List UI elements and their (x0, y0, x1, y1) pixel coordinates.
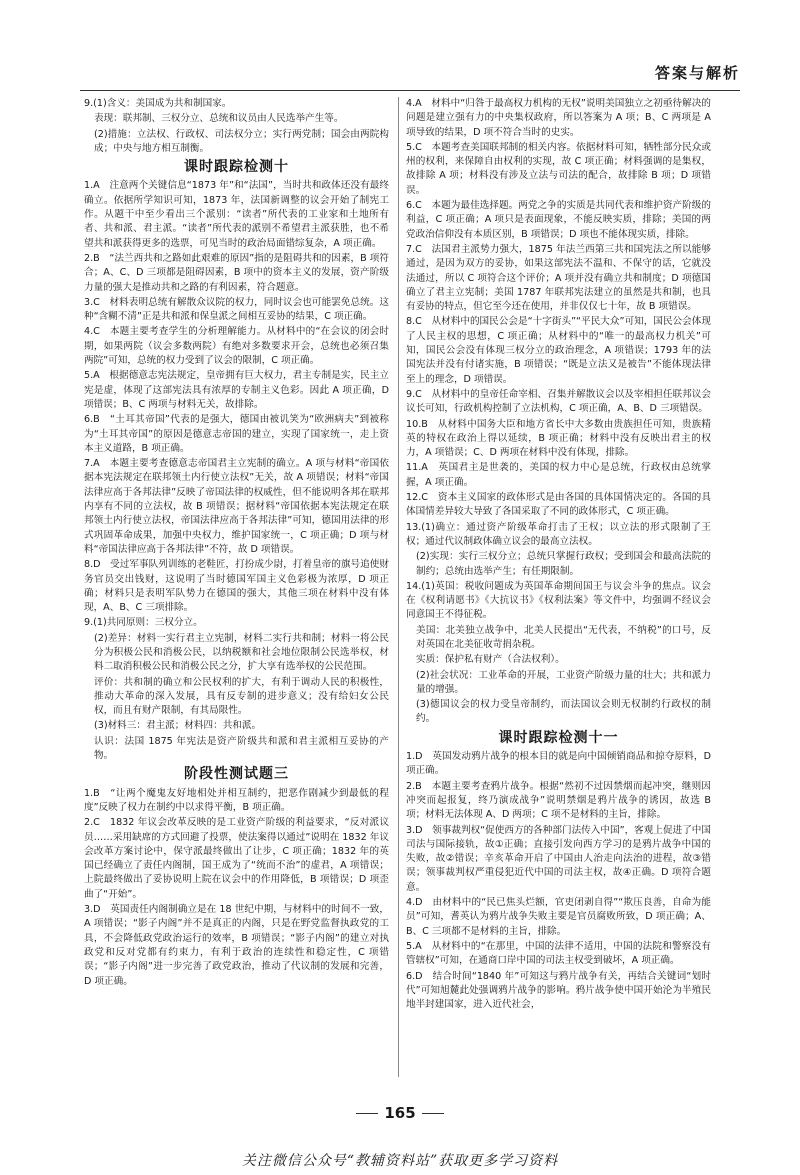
answer-paragraph: 5.A 根据德意志宪法规定，皇帝拥有巨大权力，君主专制是实，民主立宪是虚，体现了这部宪法具有浓厚的专制主义色彩。因此 A 项正确，D 项错误；B、C 两项与材料无关，故排除。 (84, 370, 389, 410)
right-column (406, 97, 711, 1013)
answer-paragraph: 8.C 从材料中的国民公会是“十字街头”“平民大众”可知，国民公会体现了人民主权的思想，C 项正确；从材料中的“唯一的最高权力机关”可知，国民公会没有体现三权分立的政治理念，A 项错误；1793 年的法国宪法并没有付诸实施，B 项错误；“既是立法又是被告”不能体现法律至上的理念，D 项错误。 (406, 316, 711, 385)
section-heading: 课时跟踪检测十一 (498, 729, 619, 746)
answer-paragraph: (2)措施：立法权、行政权、司法权分立；实行两党制；国会由两院构成；中央与地方相互制衡。 (94, 128, 389, 154)
answer-paragraph: 实质：保护私有财产（合法权利）。 (416, 654, 565, 666)
answer-paragraph: 1.B “让两个魔鬼友好地相处并相互制约，把恶作剧减少到最低的程度”反映了权力在制约中以求得平衡，B 项正确。 (84, 787, 389, 813)
answer-paragraph: 3.C 材料表明总统有解散众议院的权力，同时议会也可能罢免总统。这种“含糊不清”正是共和派和保皇派之间相互妥协的结果，C 项正确。 (84, 296, 389, 323)
answer-paragraph: (2)差异：材料一实行君主立宪制，材料二实行共和制；材料一将公民分为积极公民和消极公民，以纳税额和社会地位限制公民选举权，材料二取消积极公民和消极公民之分，扩大享有选举权的公民范围。 (94, 632, 389, 673)
answer-paragraph: 4.C 本题主要考查学生的分析理解能力。从材料中的“在会议的闭会时期，如果两院（议会多数两院）有绝对多数要求开会，总统也必须召集两院”可知，总统的权力受到了议会的限制，C 项正确。 (84, 326, 389, 367)
answer-paragraph: 2.B “法兰西共和之路如此艰难的原因”指的是阻碍共和的因素，B 项符合；A、C、D 三项都是阻碍因素，B 项中的资本主义的发展，资产阶级力量的强大是推动共和之路的有利因素，符合题意。 (84, 252, 389, 293)
answer-paragraph: 6.C 本题为最佳选择题。两党之争的实质是共同代表和维护资产阶级的利益，C 项正确；A 项只是表面现象，不能反映实质，排除；美国的两党政治信仰没有本质区别，B 项错误；D 项也不能体现实质，排除。 (406, 200, 711, 240)
answer-paragraph: 1.A 注意两个关键信息“1873 年”和“法国”，当时共和政体还没有最终确立。依据所学知识可知，1873 年，法国新调整的议会开始了制宪工作。从题干中至少看出三个派别：“读者”所代表的工业家和土地所有者、共和派、君主派。“读者”所代表的派别不希望君主派获胜，也不希望共和派获得更多的选票，可见当时的政治局面错综复杂，A 项正确。 (84, 180, 389, 249)
page-header (80, 62, 740, 84)
section-heading: 课时跟踪检测十 (184, 159, 289, 176)
header-title: 答案与解析 (654, 64, 740, 82)
answer-paragraph: 认识：法国 1875 年宪法是资产阶级共和派和君主派相互妥协的产物。 (94, 735, 389, 762)
answer-paragraph: 12.C 资本主义国家的政体形式是由各国的具体国情决定的。各国的具体国情差异较大导致了各国采取了不同的政体形式，C 项正确。 (406, 492, 711, 518)
answer-paragraph: 6.D 结合时间“1840 年”可知这与鸦片战争有关，再结合关键词“划时代”可知旭麓此处强调鸦片战争的影响。鸦片战争使中国开始沦为半殖民地半封建国家，进入近代社会， (406, 970, 711, 1011)
left-column (84, 97, 389, 990)
answer-paragraph: 3.D 英国责任内阁制确立是在 18 世纪中期，与材料中的时间不一致，A 项错误；“影子内阁”并不是真正的内阁，只是在野党监督执政党的工具，不会降低政党政治运行的效率，B 项错误；“影子内阁”的建立对执政党和反对党都有约束力，有利于政治的连续性和稳定性，C 项错误；“影子内阁”进一步完善了政党政治，推动了代议制的发展和完善，D 项正确。 (84, 904, 389, 987)
answer-paragraph: 9.C 从材料中的皇帝任命宰相、召集并解散议会以及宰相担任联邦议会议长可知，行政机构控制了立法机构，C 项正确，A、B、D 三项错误。 (406, 388, 711, 415)
answer-paragraph: 1.D 英国发动鸦片战争的根本目的就是向中国倾销商品和掠夺原料，D 项正确。 (406, 751, 711, 777)
answer-paragraph: 5.C 本题考查美国联邦制的相关内容。依据材料可知，牺牲部分民众或州的权利，来保障自由权利的实现，故 C 项正确；材料强调的是集权，故排除 A 项；材料没有涉及立法与司法的配合，故排除 B 项；D 项错误。 (406, 141, 711, 196)
footer-note: 关注微信公众号“教辅资料站”获取更多学习资料 (241, 1153, 559, 1169)
column-divider (398, 97, 399, 1077)
header-rule (80, 90, 740, 91)
section-heading: 阶段性测试题三 (184, 766, 289, 783)
answer-paragraph: 8.D 受过军事队列训练的老鞋匠，打扮成少尉，打着皇帝的旗号追使财务官员交出钱财，这说明了当时德国军国主义色彩极为浓厚，D 项正确；材料只是表明军队势力在德国的强大，其他三项在材料中没有体现，A、B、C 三项排除。 (84, 559, 389, 614)
answer-paragraph: 美国：北美独立战争中，北美人民提出“无代表，不纳税”的口号，反对英国在北美征收苛捐杂税。 (416, 624, 711, 650)
answer-paragraph: (2)实现：实行三权分立；总统只掌握行政权；受到国会和最高法院的制约；总统由选举产生；有任期限制。 (416, 551, 711, 577)
page-number-block (0, 1104, 800, 1122)
answer-paragraph: (3)德国议会的权力受皇帝制约，而法国议会则无权制约行政权的制约。 (416, 699, 711, 725)
answer-paragraph: (3)材料三：君主派；材料四：共和派。 (94, 720, 262, 732)
answer-paragraph: 3.D 领事裁判权“促使西方的各种部门法传入中国”，客观上促进了中国司法与国际接轨，故①正确；直接引发向西方学习的是鸦片战争中国的失败，故②错误；辛亥革命开启了中国由人治走向法治的进程，故③错误；领事裁判权严重侵犯近代中国的司法主权，故④正确。D 项符合题意。 (406, 824, 711, 893)
answer-paragraph: 2.C 1832 年议会改革反映的是工业资产阶级的利益要求，“反对派议员……采用缺席的方式回避了投票，使法案得以通过”说明在 1832 年议会改革方案讨论中，保守派最终做出了让步，C 项正确；1832 年的英国已经确立了责任内阁制，国王成为了“统而不治”的虚君，A 项错误；上院最终做出了妥协说明上院在议会中的作用降低，B 项错误；D 项歪曲了“开始”。 (84, 817, 389, 900)
answer-paragraph: 4.D 由材料中的“民已焦头烂额，官吏闭剥自得”“欺压良善，自命为能员”可知，耆英认为鸦片战争失败主要是官员腐败所致，D 项正确；A、B、C 三项都不是材料的主旨，排除。 (406, 897, 711, 937)
answer-paragraph: 7.C 法国君主派势力强大，1875 年法兰西第三共和国宪法之所以能够通过，是因为双方的妥协，如果这部宪法不温和、不保守的话，它就没法通过，所以 C 项符合这个评价；A 项并没有确立共和制度；D 项德国确立了君主立宪制；美国 1787 年联邦宪法建立的虽然是共和制，也具有妥协的特点，但它至今还在使用，并非仅仅七十年，故 B 项错误。 (406, 243, 711, 313)
answer-paragraph: 评价：共和制的确立和公民权利的扩大，有利于调动人民的积极性，推动大革命的深入发展，具有反专制的进步意义；没有给妇女公民权，而且有财产限制，有其局限性。 (94, 676, 389, 717)
answer-paragraph: 5.A 从材料中的“在那里，中国的法律不适用，中国的法院和警察没有管辖权”可知，在通商口岸中国的司法主权受到破坏，A 项正确。 (406, 940, 711, 967)
answer-paragraph: 表现：联邦制、三权分立、总统和议员由人民选举产生等。 (94, 113, 344, 125)
answer-paragraph: 10.B 从材料中国务大臣和地方省长中大多数由贵族担任可知，贵族精英的特权在政治上得以延续，B 项正确；材料中没有反映出君主的权力，A 项错误；C、D 两项在材料中没有体现，排除。 (406, 418, 711, 459)
answer-paragraph: 13.(1)确立：通过资产阶级革命打击了王权；以立法的形式限制了王权；通过代议制政体确立议会的最高立法权。 (406, 521, 711, 547)
page-number-dash-right (422, 1113, 444, 1114)
answer-paragraph: 7.A 本题主要考查德意志帝国君主立宪制的确立。A 项与材料“帝国依据本宪法规定在联邦领土内行使立法权”无关，故 A 项错误；材料“帝国法律应高于各邦法律”反映了帝国法律的权威性，但不能说明各邦在联邦内享有不同的立法权，故 B 项错误；据材料“帝国依据本宪法规定在联邦领土内行使立法权，帝国法律应高于各邦法律”可知，德国用法律的形式巩固革命成果，加强中央权力，维护国家统一，C 项正确；D 项与材料“帝国法律应高于各邦法律”不符，故 D 项错误。 (84, 458, 389, 555)
page-number: 165 (384, 1104, 416, 1122)
answer-paragraph: 11.A 英国君主是世袭的，美国的权力中心是总统，行政权由总统掌握，A 项正确。 (406, 462, 711, 488)
answer-paragraph: 2.B 本题主要考查鸦片战争。根据“然初不过因禁烟而起冲突，继则因冲突而起报复，终乃演成战争”说明禁烟是鸦片战争的诱因，故选 B 项；材料无法体现 A、D 两项；C 项不是材料的主旨，排除。 (406, 780, 711, 821)
answer-paragraph: (2)社会状况：工业革命的开展，工业资产阶级力量的壮大；共和派力量的增强。 (416, 669, 711, 695)
answer-paragraph: 6.B “土耳其帝国”代表的是强大，德国由被讥笑为“欧洲病夫”到被称为“土耳其帝国”的原因是德意志帝国的建立，实现了国家统一，走上资本主义道路，B 项正确。 (84, 414, 389, 454)
answer-paragraph: 4.A 材料中“归咎于最高权力机构的无权”说明美国独立之初亟待解决的问题是建立强有力的中央集权政府，所以答案为 A 项；B、C 两项是 A 项导致的结果，D 项不符合当时的史实。 (406, 98, 711, 138)
answer-paragraph: 14.(1)英国：税收问题成为英国革命期间国王与议会斗争的焦点。议会在《权利请愿书》《大抗议书》《权利法案》等文件中，均强调不经议会同意国王不得征税。 (406, 580, 711, 621)
answer-paragraph: 9.(1)含义：美国成为共和制国家。 (84, 98, 232, 109)
answer-paragraph: 9.(1)共同原则：三权分立。 (84, 617, 203, 629)
page-number-dash-left (356, 1113, 378, 1114)
